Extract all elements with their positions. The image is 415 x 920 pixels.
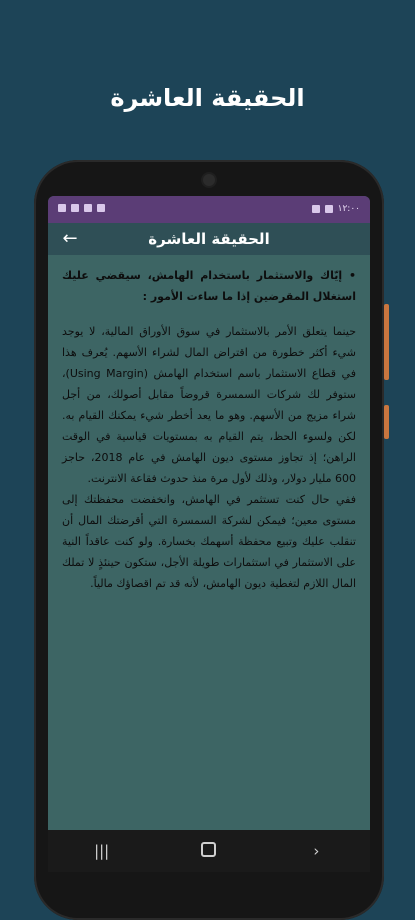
notification-icon [58, 204, 66, 212]
article-paragraph-1: حينما يتعلق الأمر بالاستثمار في سوق الأوراق المالية، لا يوجد شيء أكثر خطورة من اقتراض المال لشراء الأسهم. يُعرف هذا في قطاع الاستثمار باسم استخدام الهامش (Using Margin)، ستوفر لك شركات السمسرة قروضاً مقابل أصولك، من أجل شراء مزيج من الأسهم. وهو ما يعد أخطر شيء يمكنك القيام به. لكن ولسوء الحظ، يتم القيام به بمستويات قياسية في الوقت الراهن؛ إذ تجاوز مستوى ديون الهامش في عام 2018، حاجز 600 مليار دولار، وذلك لأول مرة منذ حدوث فقاعة الانترنت. [62, 325, 356, 485]
article-paragraph-2: ففي حال كنت تستثمر في الهامش، وانخفضت محفظتك إلى مستوى معين؛ فيمكن لشركة السمسرة التي أقرضتك المال أن تنقلب عليك وتبيع محفظة أسهمك بخسارة. ولو كنت عاقداً النية على الاستثمار في استثمارات طويلة الأجل، ستكون حينئذٍ لا تملك المال اللازم لتغطية ديون الهامش، لأنه قد تم اقصاؤك مالياً. [62, 493, 356, 590]
phone-screen [48, 196, 370, 868]
message-icon [71, 204, 79, 212]
status-bar [48, 196, 370, 223]
status-right [312, 204, 360, 214]
app-icon [97, 204, 105, 212]
mail-icon [84, 204, 92, 212]
status-time: ١٢:٠٠ [337, 204, 360, 214]
recents-icon[interactable]: ||| [94, 842, 110, 860]
article-heading: • إيّاك والاستثمار باستخدام الهامش، سيقضي عليك استغلال المقرضين إذا ما ساءت الأمور : [62, 269, 356, 303]
app-bar [48, 223, 370, 255]
front-camera [203, 174, 215, 186]
battery-icon [325, 205, 333, 213]
page-title: الحقيقة العاشرة [110, 84, 305, 112]
arrow-back-icon[interactable]: ← [62, 228, 78, 249]
back-nav-icon[interactable]: › [313, 842, 320, 860]
status-left [58, 204, 105, 212]
navigation-bar [48, 830, 370, 872]
power-button [384, 405, 389, 439]
home-icon[interactable] [194, 842, 224, 861]
article-content [48, 255, 370, 594]
wifi-icon [312, 205, 320, 213]
volume-button [384, 304, 389, 380]
app-bar-title: الحقيقة العاشرة [148, 230, 270, 248]
